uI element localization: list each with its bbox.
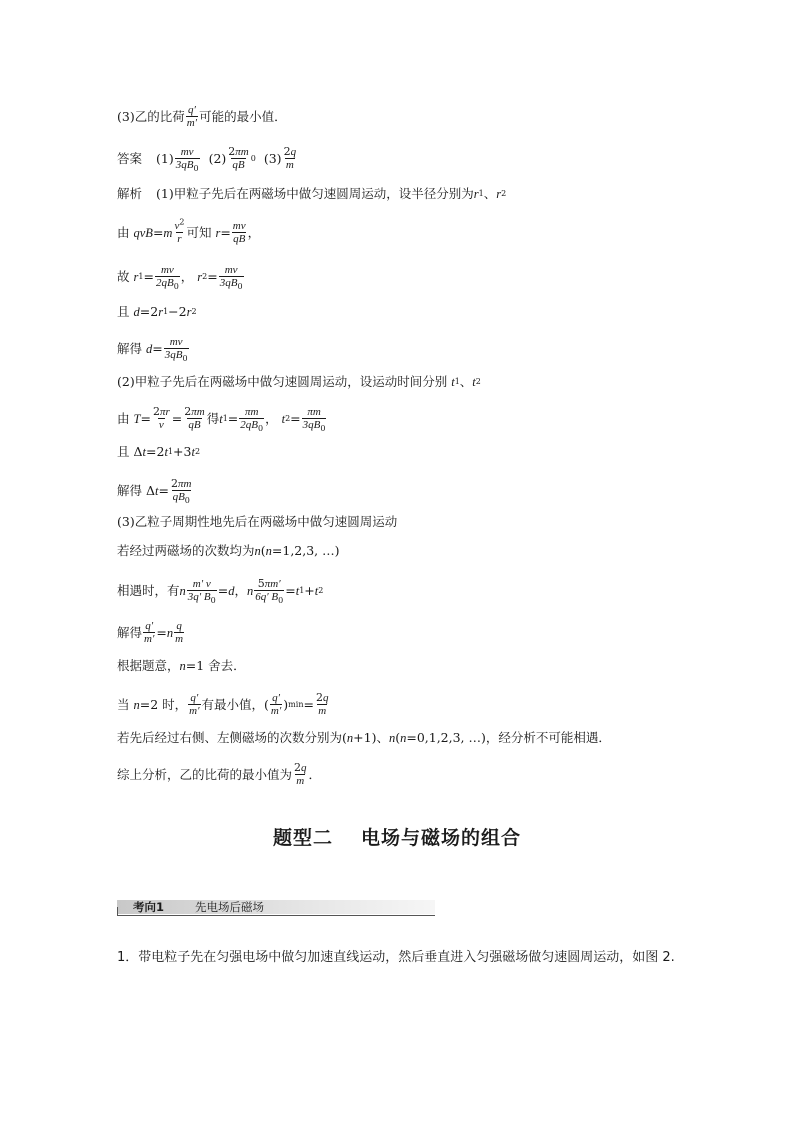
- text: 由: [117, 224, 130, 240]
- question-3-tail: 可能的最小值．: [199, 108, 287, 124]
- text: 且: [117, 444, 130, 459]
- fraction: $\frac{q}{m}$: [175, 620, 184, 645]
- text: 有最小值，: [201, 696, 265, 712]
- fraction: $\frac{mv}{2qB_0}$: [155, 264, 179, 292]
- text: 根据题意，: [117, 658, 180, 673]
- section-title: [0, 823, 794, 850]
- section-title-text: 电场与磁场的组合: [361, 827, 522, 849]
- fraction: $\frac{q'}{m'}$: [186, 104, 198, 129]
- fraction: $\frac{\pi m}{2qB_0}$: [240, 406, 264, 434]
- analysis-line-12: 相遇时，有 n $\frac{m' v}{3q' B_0}$ = d ， n $\frac{5\pi m'}{6q' B_0}$ = t 1 + t 2: [117, 577, 324, 606]
- analysis-line-7: 由 T = $\frac{2\pi r}{v}$ = $\frac{2\pi m}{qB}$ 得 t 1 = $\frac{\pi m}{2qB_0}$ ， t 2 = $\frac{\pi m}{3qB_0}$: [117, 405, 326, 434]
- fraction: $\frac{m' v}{3q' B_0}$: [187, 578, 216, 606]
- answer-3: (3): [263, 150, 282, 166]
- analysis-line-17: [117, 762, 321, 787]
- text: 故: [117, 268, 130, 284]
- analysis-line-6: (2)甲粒子先后在两磁场中做匀速圆周运动，设运动时间分别 t 1 、 t 2: [117, 374, 481, 389]
- text: 得: [206, 410, 220, 426]
- fraction: $\frac{mv}{3qB_0}$: [219, 264, 243, 292]
- text: =0,1,2,3, …)，经分析不可能相遇．: [406, 730, 611, 745]
- text: =1,2,3, …): [271, 543, 340, 558]
- text: ，: [234, 582, 247, 598]
- text: (: [260, 543, 266, 558]
- fraction: $\frac{2\pi r}{v}$: [152, 405, 170, 431]
- analysis-line-14: 根据题意， n =1 舍去．: [117, 658, 246, 673]
- analysis-label: 解析: [117, 186, 143, 201]
- analysis-line-2: 由 qvB = m $\frac{v^2}{r}$ 可知 r = $\frac{mv}{qB}$ ，: [117, 217, 261, 245]
- fraction: $\frac{q'}{m'}$: [189, 692, 200, 717]
- text: ，: [265, 410, 278, 426]
- text: 解得: [117, 482, 143, 498]
- text: 综上分析，乙的比荷的最小值为: [117, 766, 293, 782]
- text: (2)甲粒子先后在两磁场中做匀速圆周运动，设运动时间分别: [117, 374, 448, 389]
- topic-label: 考向1: [133, 900, 165, 914]
- text: 当: [117, 696, 130, 712]
- fraction: $\frac{2\pi m}{qB_0}$: [171, 477, 192, 506]
- analysis-line-9: 解得 Δ t = $\frac{2\pi m}{qB_0}$: [117, 477, 192, 506]
- fraction: $\frac{5\pi m'}{6q' B_0}$: [255, 577, 284, 606]
- answer-1: (1): [156, 150, 174, 166]
- fraction: $\frac{2q}{m}$: [315, 691, 329, 717]
- fraction: $\frac{2\pi m}{qB}$: [184, 405, 205, 431]
- text: +1)、: [353, 730, 389, 745]
- text: ，: [247, 224, 261, 240]
- fraction: $\frac{\pi m}{3qB_0}$: [302, 406, 326, 434]
- analysis-line-15: 当 n =2 时， $\frac{q'}{m'}$ 有最小值， ( $\frac{q'}{m'}$ ) min = $\frac{2q}{m}$: [117, 691, 329, 717]
- text: 若先后经过右侧、左侧磁场的次数分别为(: [117, 730, 347, 745]
- text: 可知: [186, 224, 212, 240]
- question-3-text: (3)乙的比荷: [117, 108, 185, 124]
- text: 解得: [117, 624, 143, 640]
- text: (3)乙粒子周期性地先后在两磁场中做匀速圆周运动: [117, 514, 398, 529]
- answer-line: 答案 (1) $\frac{mv}{3qB_0}$ (2) $\frac{2\pi m}{qB}$ 0 (3) $\frac{2q}{m}$: [117, 145, 297, 174]
- question-3: [117, 104, 287, 129]
- answer-label: 答案: [117, 150, 143, 166]
- text: (: [395, 730, 401, 745]
- analysis-line-1: 解析 (1)甲粒子先后在两磁场中做匀速圆周运动，设半径分别为 r 1 、 r 2: [117, 186, 507, 201]
- fraction: $\frac{q'}{m'}$: [270, 692, 282, 717]
- fraction: $\frac{q'}{m'}$: [144, 620, 155, 645]
- text: 相遇时，有: [117, 582, 180, 598]
- banner-tick: [117, 907, 118, 916]
- section-title-type: 题型二: [272, 827, 333, 849]
- text: 解得: [117, 340, 143, 356]
- analysis-line-4: 且 d =2 r 1 −2 r 2: [117, 304, 197, 319]
- fraction: $\frac{2q}{m}$: [294, 761, 307, 787]
- analysis-line-3: 故 r 1 = $\frac{mv}{2qB_0}$ ， r 2 = $\frac{mv}{3qB_0}$: [117, 264, 243, 292]
- paragraph-1: 1．带电粒子先在匀强电场中做匀加速直线运动，然后垂直进入匀强磁场做匀速圆周运动，如图 2.: [117, 950, 675, 965]
- analysis-text: (1)甲粒子先后在两磁场中做匀速圆周运动，设半径分别为: [156, 186, 474, 201]
- text: =1 舍去．: [185, 658, 246, 673]
- banner-bar: [117, 900, 435, 914]
- topic-banner: [117, 898, 435, 918]
- analysis-line-10: [117, 514, 397, 530]
- fraction: $\frac{mv}{3qB_0}$: [175, 146, 199, 174]
- text: ，: [180, 268, 194, 284]
- analysis-line-13: 解得 $\frac{q'}{m'}$ = n $\frac{q}{m}$: [117, 620, 184, 645]
- text: ．: [308, 766, 322, 782]
- fraction: $\frac{2q}{m}$: [283, 145, 297, 171]
- text: 且: [117, 304, 130, 319]
- banner-underline: [117, 915, 435, 916]
- fraction: $\frac{2\pi m}{qB}$: [228, 145, 249, 171]
- text: 若经过两磁场的次数均为: [117, 543, 255, 558]
- topic-text: 先电场后磁场: [195, 900, 264, 914]
- text: =2 时，: [139, 696, 188, 712]
- analysis-line-16: 若先后经过右侧、左侧磁场的次数分别为( n +1)、 n ( n =0,1,2,3, …)，经分析不可能相遇．: [117, 730, 611, 745]
- analysis-line-8: 且 Δ t =2 t 1 +3 t 2: [117, 444, 201, 459]
- fraction: $\frac{mv}{3qB_0}$: [164, 336, 188, 364]
- fraction: $\frac{v^2}{r}$: [174, 217, 185, 245]
- analysis-line-11: 若经过两磁场的次数均为 n ( n =1,2,3, …): [117, 543, 340, 558]
- analysis-line-5: 解得 d = $\frac{mv}{3qB_0}$: [117, 336, 188, 364]
- fraction: $\frac{mv}{qB}$: [232, 220, 246, 245]
- text: 由: [117, 410, 130, 426]
- answer-2: (2): [208, 150, 227, 166]
